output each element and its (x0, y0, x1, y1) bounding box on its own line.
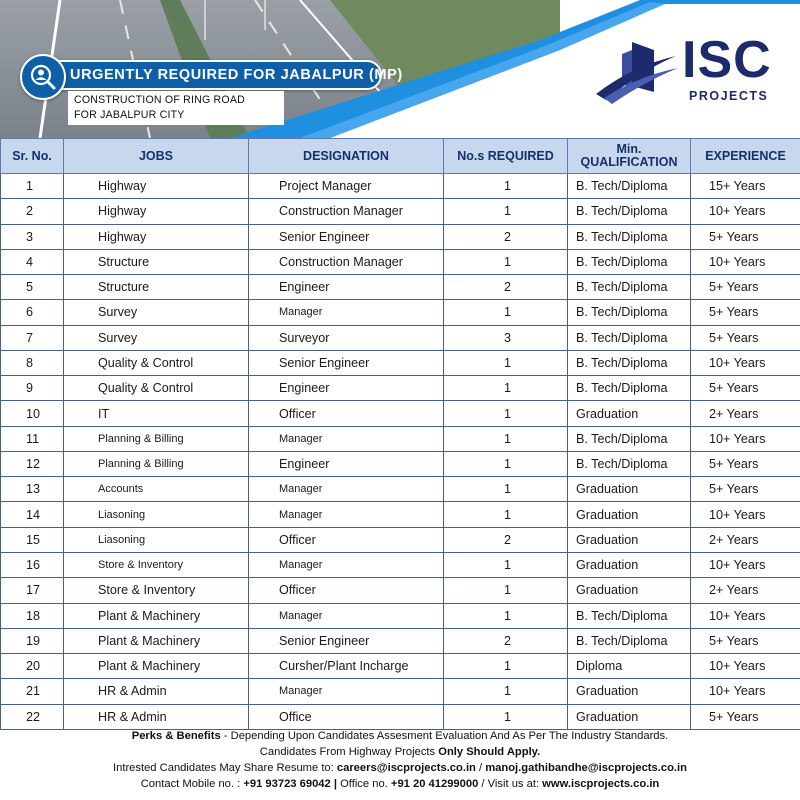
cell-experience: 10+ Years (691, 603, 800, 628)
header-banner (0, 0, 800, 138)
header-jobs: JOBS (64, 139, 249, 174)
table-row (1, 401, 800, 426)
cell-designation: Manager (249, 679, 444, 704)
cell-required: 1 (444, 376, 568, 401)
email-manoj-link[interactable]: manoj.gathibandhe@iscprojects.co.in (485, 762, 687, 774)
cell-qualification: B. Tech/Diploma (568, 350, 691, 375)
title-banner (24, 60, 403, 90)
cell-experience: 10+ Years (691, 350, 800, 375)
contact-line (0, 776, 800, 792)
cell-qualification: B. Tech/Diploma (568, 174, 691, 199)
cell-required: 3 (444, 325, 568, 350)
cell-qualification: Graduation (568, 527, 691, 552)
header-experience: EXPERIENCE (691, 139, 800, 174)
cell-required: 2 (444, 628, 568, 653)
table-row (1, 679, 800, 704)
cell-required: 1 (444, 249, 568, 274)
cell-experience: 5+ Years (691, 376, 800, 401)
cell-designation: Senior Engineer (249, 350, 444, 375)
cell-sr-no: 19 (1, 628, 64, 653)
cell-designation: Surveyor (249, 325, 444, 350)
logo-subtitle: PROJECTS (689, 89, 769, 103)
header-qualification (568, 139, 691, 174)
table-row (1, 275, 800, 300)
cell-job: Survey (64, 325, 249, 350)
cell-qualification: B. Tech/Diploma (568, 451, 691, 476)
cell-required: 2 (444, 527, 568, 552)
jobs-table-container (0, 138, 800, 730)
cell-sr-no: 16 (1, 552, 64, 577)
subtitle-line-1: CONSTRUCTION OF RING ROAD (74, 94, 245, 106)
header-designation: DESIGNATION (249, 139, 444, 174)
email-careers-link[interactable]: careers@iscprojects.co.in (336, 762, 476, 774)
cell-qualification: Graduation (568, 552, 691, 577)
cell-experience: 5+ Years (691, 704, 800, 729)
cell-job: Plant & Machinery (64, 603, 249, 628)
cell-job: Store & Inventory (64, 578, 249, 603)
cell-job: Liasoning (64, 502, 249, 527)
cell-qualification: B. Tech/Diploma (568, 325, 691, 350)
cell-job: Store & Inventory (64, 552, 249, 577)
cell-sr-no: 10 (1, 401, 64, 426)
cell-designation: Senior Engineer (249, 224, 444, 249)
cell-qualification: Graduation (568, 502, 691, 527)
subtitle-line-2: FOR JABALPUR CITY (74, 109, 185, 121)
table-row (1, 628, 800, 653)
eligibility-bold: Only Should Apply. (438, 746, 541, 758)
header-qualification-line-2: QUALIFICATION (580, 155, 678, 169)
cell-qualification: B. Tech/Diploma (568, 199, 691, 224)
cell-job: Quality & Control (64, 350, 249, 375)
cell-qualification: Graduation (568, 679, 691, 704)
cell-sr-no: 13 (1, 477, 64, 502)
cell-designation: Manager (249, 426, 444, 451)
header-required: No.s REQUIRED (444, 139, 568, 174)
cell-qualification: B. Tech/Diploma (568, 426, 691, 451)
cell-designation: Office (249, 704, 444, 729)
cell-job: Accounts (64, 477, 249, 502)
table-row (1, 654, 800, 679)
cell-sr-no: 15 (1, 527, 64, 552)
cell-required: 1 (444, 502, 568, 527)
cell-experience: 2+ Years (691, 401, 800, 426)
table-row (1, 300, 800, 325)
cell-experience: 2+ Years (691, 578, 800, 603)
cell-experience: 5+ Years (691, 275, 800, 300)
cell-sr-no: 8 (1, 350, 64, 375)
cell-designation: Manager (249, 552, 444, 577)
cell-job: Liasoning (64, 527, 249, 552)
cell-experience: 5+ Years (691, 477, 800, 502)
table-header-row (1, 139, 800, 174)
table-row (1, 174, 800, 199)
cell-job: Plant & Machinery (64, 654, 249, 679)
cell-job: Survey (64, 300, 249, 325)
cell-designation: Officer (249, 527, 444, 552)
cell-sr-no: 14 (1, 502, 64, 527)
jobs-table (0, 138, 800, 730)
cell-required: 1 (444, 451, 568, 476)
cell-job: Structure (64, 275, 249, 300)
table-row (1, 552, 800, 577)
cell-sr-no: 7 (1, 325, 64, 350)
cell-sr-no: 2 (1, 199, 64, 224)
perks-line (0, 728, 800, 744)
mobile-number[interactable]: +91 93723 69042 (243, 778, 331, 790)
logo-name: ISC (682, 31, 772, 89)
cell-required: 1 (444, 552, 568, 577)
eligibility-line (0, 744, 800, 760)
cell-required: 1 (444, 199, 568, 224)
cell-experience: 10+ Years (691, 654, 800, 679)
cell-job: Planning & Billing (64, 451, 249, 476)
cell-designation: Manager (249, 502, 444, 527)
resume-line (0, 760, 800, 776)
table-row (1, 426, 800, 451)
cell-qualification: Graduation (568, 704, 691, 729)
cell-sr-no: 17 (1, 578, 64, 603)
cell-sr-no: 1 (1, 174, 64, 199)
cell-required: 1 (444, 401, 568, 426)
building-swoosh-logo-icon (592, 36, 682, 106)
cell-required: 1 (444, 679, 568, 704)
cell-required: 2 (444, 275, 568, 300)
cell-designation: Manager (249, 603, 444, 628)
cell-job: Quality & Control (64, 376, 249, 401)
cell-designation: Engineer (249, 376, 444, 401)
cell-sr-no: 9 (1, 376, 64, 401)
office-label: Office no. (340, 778, 391, 790)
cell-qualification: Graduation (568, 401, 691, 426)
table-row (1, 199, 800, 224)
cell-required: 1 (444, 704, 568, 729)
eligibility-prefix: Candidates From Highway Projects (259, 746, 439, 758)
contact-prefix: Contact Mobile no. : (140, 778, 244, 790)
cell-qualification: B. Tech/Diploma (568, 376, 691, 401)
cell-required: 1 (444, 578, 568, 603)
cell-job: HR & Admin (64, 679, 249, 704)
cell-qualification: B. Tech/Diploma (568, 249, 691, 274)
cell-job: Highway (64, 174, 249, 199)
cell-qualification: Graduation (568, 477, 691, 502)
table-row (1, 477, 800, 502)
cell-job: HR & Admin (64, 704, 249, 729)
table-body (1, 174, 800, 730)
cell-job: Plant & Machinery (64, 628, 249, 653)
resume-prefix: Intrested Candidates May Share Resume to: (113, 762, 337, 774)
cell-required: 1 (444, 174, 568, 199)
table-row (1, 704, 800, 729)
visit-separator: / Visit us at: (478, 778, 543, 790)
cell-sr-no: 20 (1, 654, 64, 679)
cell-experience: 10+ Years (691, 552, 800, 577)
project-subtitle (68, 91, 284, 125)
cell-required: 1 (444, 300, 568, 325)
banner-title: URGENTLY REQUIRED FOR JABALPUR (MP) (70, 67, 403, 83)
cell-job: Planning & Billing (64, 426, 249, 451)
cell-designation: Construction Manager (249, 199, 444, 224)
table-row (1, 376, 800, 401)
cell-designation: Senior Engineer (249, 628, 444, 653)
cell-experience: 5+ Years (691, 325, 800, 350)
cell-sr-no: 11 (1, 426, 64, 451)
cell-experience: 15+ Years (691, 174, 800, 199)
person-search-icon (20, 54, 66, 100)
table-row (1, 249, 800, 274)
cell-designation: Cursher/Plant Incharge (249, 654, 444, 679)
cell-designation: Officer (249, 578, 444, 603)
cell-required: 1 (444, 603, 568, 628)
isc-logo (592, 31, 782, 110)
cell-job: Highway (64, 199, 249, 224)
cell-sr-no: 3 (1, 224, 64, 249)
cell-experience: 10+ Years (691, 426, 800, 451)
cell-designation: Officer (249, 401, 444, 426)
cell-experience: 2+ Years (691, 527, 800, 552)
cell-qualification: B. Tech/Diploma (568, 603, 691, 628)
cell-qualification: B. Tech/Diploma (568, 224, 691, 249)
cell-qualification: Diploma (568, 654, 691, 679)
cell-experience: 10+ Years (691, 249, 800, 274)
cell-sr-no: 4 (1, 249, 64, 274)
cell-required: 1 (444, 350, 568, 375)
perks-text: - Depending Upon Candidates Assesment Evaluation And As Per The Industry Standards. (220, 730, 669, 742)
cell-qualification: B. Tech/Diploma (568, 628, 691, 653)
cell-experience: 10+ Years (691, 679, 800, 704)
cell-experience: 5+ Years (691, 300, 800, 325)
cell-sr-no: 18 (1, 603, 64, 628)
cell-required: 2 (444, 224, 568, 249)
cell-sr-no: 6 (1, 300, 64, 325)
title-group (24, 60, 403, 121)
cell-experience: 5+ Years (691, 451, 800, 476)
cell-designation: Engineer (249, 451, 444, 476)
cell-job: Structure (64, 249, 249, 274)
office-number[interactable]: +91 20 41299000 (390, 778, 479, 790)
cell-designation: Manager (249, 300, 444, 325)
cell-job: Highway (64, 224, 249, 249)
header-qualification-line-1: Min. (616, 142, 642, 156)
email-separator: / (475, 762, 486, 774)
table-row (1, 502, 800, 527)
cell-experience: 10+ Years (691, 502, 800, 527)
table-row (1, 578, 800, 603)
table-row (1, 325, 800, 350)
table-row (1, 603, 800, 628)
cell-sr-no: 5 (1, 275, 64, 300)
cell-designation: Engineer (249, 275, 444, 300)
cell-designation: Project Manager (249, 174, 444, 199)
table-row (1, 527, 800, 552)
cell-qualification: Graduation (568, 578, 691, 603)
cell-experience: 10+ Years (691, 199, 800, 224)
cell-sr-no: 21 (1, 679, 64, 704)
cell-experience: 5+ Years (691, 224, 800, 249)
cell-qualification: B. Tech/Diploma (568, 275, 691, 300)
table-row (1, 350, 800, 375)
header-sr-no: Sr. No. (1, 139, 64, 174)
cell-job: IT (64, 401, 249, 426)
cell-sr-no: 22 (1, 704, 64, 729)
footer (0, 728, 800, 800)
cell-required: 1 (444, 654, 568, 679)
table-row (1, 224, 800, 249)
website-link[interactable]: www.iscprojects.co.in (542, 778, 660, 790)
cell-designation: Manager (249, 477, 444, 502)
cell-qualification: B. Tech/Diploma (568, 300, 691, 325)
perks-label: Perks & Benefits (131, 730, 221, 742)
cell-sr-no: 12 (1, 451, 64, 476)
table-row (1, 451, 800, 476)
cell-experience: 5+ Years (691, 628, 800, 653)
cell-required: 1 (444, 426, 568, 451)
cell-required: 1 (444, 477, 568, 502)
office-separator: | (330, 778, 341, 790)
cell-designation: Construction Manager (249, 249, 444, 274)
